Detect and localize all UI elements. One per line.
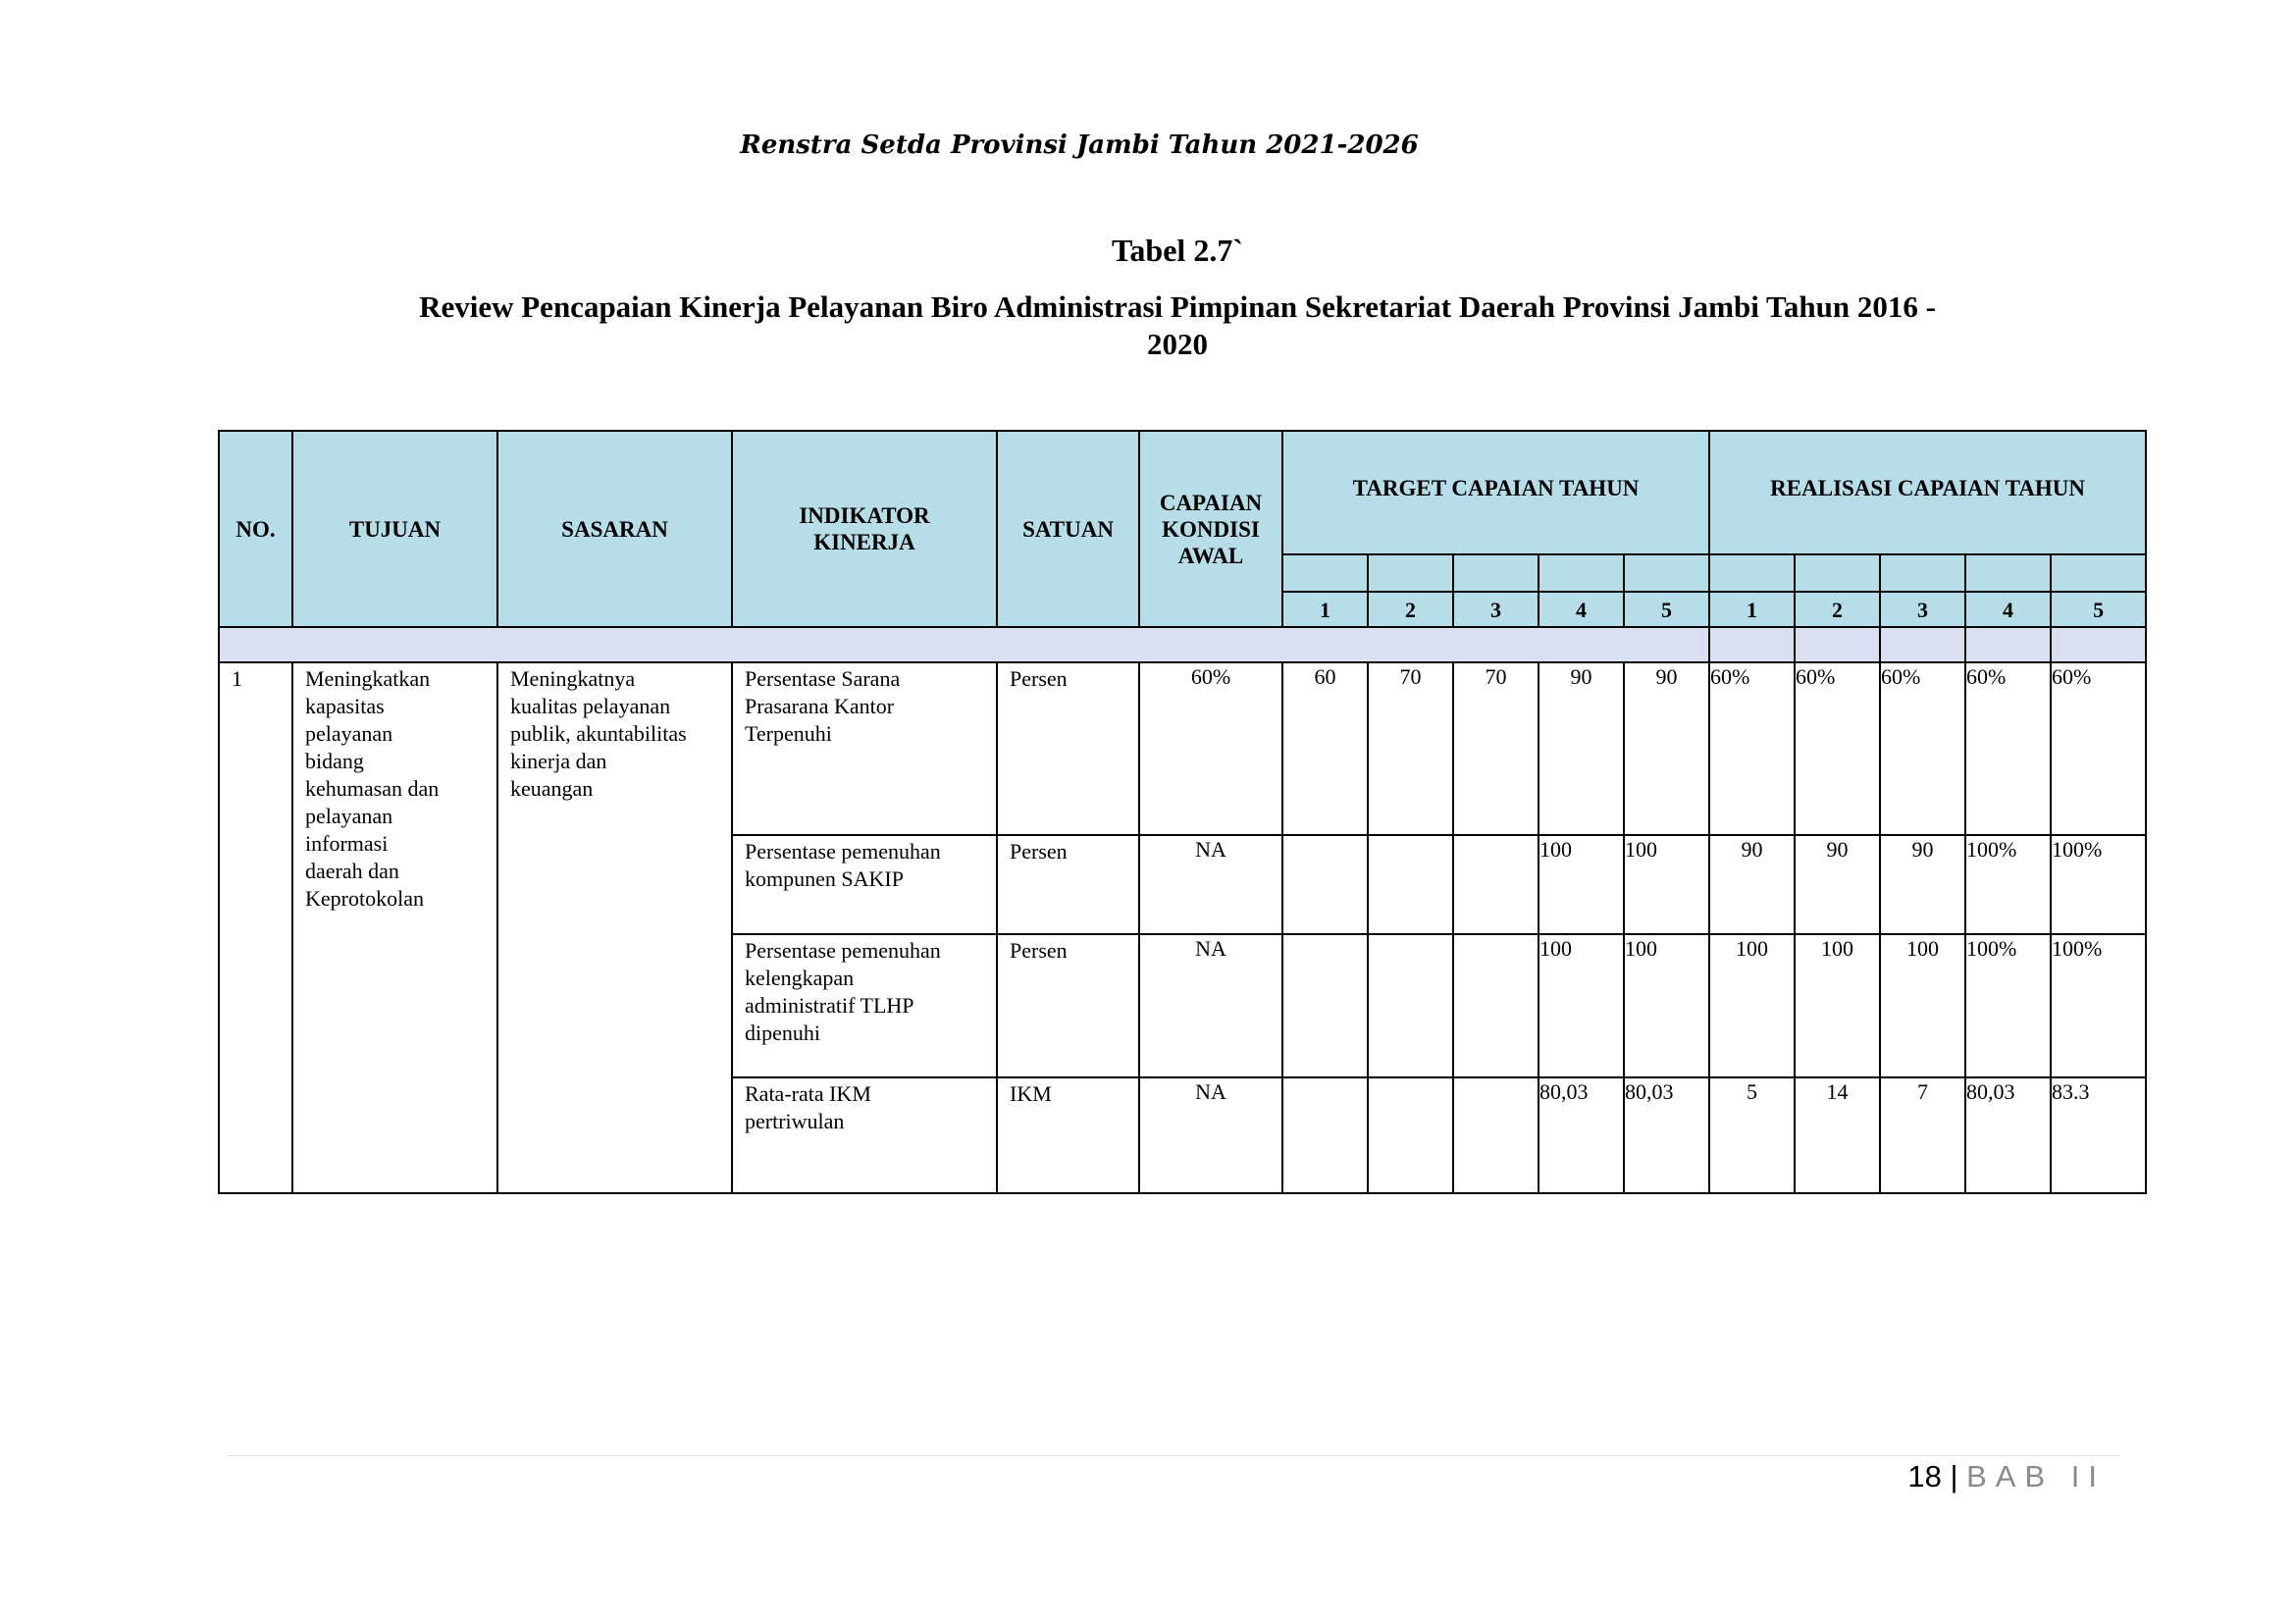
realisasi-cell: 100 — [1795, 934, 1880, 1077]
satuan-cell — [997, 662, 1139, 835]
sasaran-line: publik, akuntabilitas — [510, 721, 687, 746]
tujuan-line: Keprotokolan — [305, 886, 424, 911]
target-cell: 80,03 — [1624, 1077, 1709, 1193]
indikator-text — [733, 836, 996, 893]
indikator-line: Prasarana Kantor — [745, 694, 895, 718]
sasaran-line: Meningkatnya — [510, 666, 636, 691]
tujuan-cell — [292, 662, 497, 1193]
col-subheader-blank — [1709, 554, 1795, 592]
indikator-cell — [732, 835, 997, 934]
col-header-realisasi-group: REALISASI CAPAIAN TAHUN — [1709, 431, 2146, 554]
realisasi-year-index: 2 — [1795, 592, 1880, 627]
separator-band — [219, 627, 2146, 662]
tujuan-line: pelayanan — [305, 721, 393, 746]
col-subheader-blank — [1539, 554, 1624, 592]
satuan-cell — [997, 934, 1139, 1077]
indikator-text — [733, 663, 996, 748]
indikator-line: dipenuhi — [745, 1021, 820, 1045]
tujuan-text — [293, 663, 496, 913]
realisasi-cell: 90 — [1709, 835, 1795, 934]
realisasi-cell: 90 — [1880, 835, 1965, 934]
target-year-index: 3 — [1453, 592, 1539, 627]
band-cell — [1709, 627, 1795, 662]
col-header-indikator-line: KINERJA — [813, 530, 915, 554]
realisasi-year-index: 4 — [1965, 592, 2051, 627]
indikator-line: kelengkapan — [745, 966, 855, 990]
target-cell — [1453, 934, 1539, 1077]
sasaran-line: kinerja dan — [510, 749, 607, 773]
target-cell — [1282, 835, 1368, 934]
table-title-line: 2020 — [1147, 327, 1208, 361]
tujuan-line: daerah dan — [305, 859, 399, 883]
satuan-cell — [997, 835, 1139, 934]
indikator-cell — [732, 1077, 997, 1193]
realisasi-cell: 90 — [1795, 835, 1880, 934]
realisasi-cell: 100 — [1880, 934, 1965, 1077]
realisasi-cell: 83.3 — [2051, 1077, 2146, 1193]
realisasi-cell: 100 — [1709, 934, 1795, 1077]
realisasi-cell: 7 — [1880, 1077, 1965, 1193]
target-year-index: 1 — [1282, 592, 1368, 627]
indikator-line: kompunen SAKIP — [745, 866, 904, 891]
col-header-satuan: SATUAN — [997, 431, 1139, 627]
no-cell — [219, 662, 292, 1193]
indikator-line: Persentase Sarana — [745, 666, 901, 691]
realisasi-cell: 14 — [1795, 1077, 1880, 1193]
tujuan-line: informasi — [305, 831, 389, 856]
target-cell: 90 — [1539, 662, 1624, 835]
kondisi-awal-cell: NA — [1139, 1077, 1282, 1193]
target-cell: 100 — [1624, 835, 1709, 934]
footer-divider — [226, 1455, 2119, 1456]
satuan-value: IKM — [1010, 1081, 1052, 1106]
indikator-text — [733, 1078, 996, 1135]
target-cell: 100 — [1539, 934, 1624, 1077]
footer-separator: | — [1950, 1459, 1958, 1493]
col-header-capaian-line: AWAL — [1177, 543, 1244, 568]
realisasi-cell: 100% — [2051, 934, 2146, 1077]
section-label: BAB II — [1966, 1459, 2106, 1493]
target-cell: 80,03 — [1539, 1077, 1624, 1193]
realisasi-year-index: 1 — [1709, 592, 1795, 627]
target-cell — [1282, 1077, 1368, 1193]
col-subheader-blank — [1795, 554, 1880, 592]
tujuan-line: Meningkatkan — [305, 666, 431, 691]
realisasi-cell: 60% — [1709, 662, 1795, 835]
target-cell — [1453, 835, 1539, 934]
tujuan-line: kehumasan dan — [305, 776, 440, 801]
col-header-tujuan: TUJUAN — [292, 431, 497, 627]
page-footer — [1907, 1459, 2106, 1494]
realisasi-cell: 5 — [1709, 1077, 1795, 1193]
col-subheader-blank — [1624, 554, 1709, 592]
target-year-index: 4 — [1539, 592, 1624, 627]
target-cell: 100 — [1539, 835, 1624, 934]
target-cell: 60 — [1282, 662, 1368, 835]
target-cell — [1453, 1077, 1539, 1193]
target-cell: 70 — [1368, 662, 1453, 835]
satuan-cell — [997, 1077, 1139, 1193]
realisasi-cell: 60% — [1965, 662, 2051, 835]
realisasi-cell: 100% — [1965, 835, 2051, 934]
target-cell: 70 — [1453, 662, 1539, 835]
col-header-no: NO. — [219, 431, 292, 627]
satuan-value: Persen — [1010, 666, 1068, 691]
table-title-line: Review Pencapaian Kinerja Pelayanan Biro Administrasi Pimpinan Sekretariat Daerah Provinsi Jambi Tahun 2016 - — [419, 289, 1936, 324]
sasaran-line: kualitas pelayanan — [510, 694, 671, 718]
col-header-target-group: TARGET CAPAIAN TAHUN — [1282, 431, 1709, 554]
target-cell — [1368, 934, 1453, 1077]
sasaran-cell — [497, 662, 732, 1193]
tujuan-line: bidang — [305, 749, 364, 773]
target-year-index: 5 — [1624, 592, 1709, 627]
performance-review-table — [218, 430, 2147, 1194]
col-header-capaian-line: CAPAIAN — [1159, 490, 1263, 515]
tujuan-line: pelayanan — [305, 804, 393, 828]
col-subheader-blank — [1453, 554, 1539, 592]
col-header-capaian — [1139, 431, 1282, 627]
target-year-index: 2 — [1368, 592, 1453, 627]
col-subheader-blank — [1880, 554, 1965, 592]
indikator-line: Rata-rata IKM — [745, 1081, 871, 1106]
no-value: 1 — [232, 666, 242, 691]
indikator-text — [733, 935, 996, 1047]
band-cell — [1880, 627, 1965, 662]
kondisi-awal-cell: NA — [1139, 835, 1282, 934]
indikator-line: Persentase pemenuhan — [745, 938, 941, 963]
indikator-line: administratif TLHP — [745, 993, 914, 1018]
target-cell: 90 — [1624, 662, 1709, 835]
realisasi-cell: 100% — [1965, 934, 2051, 1077]
indikator-cell — [732, 662, 997, 835]
col-header-indikator — [732, 431, 997, 627]
table-title — [334, 288, 2021, 363]
tujuan-line: kapasitas — [305, 694, 385, 718]
target-cell: 100 — [1624, 934, 1709, 1077]
col-subheader-blank — [1368, 554, 1453, 592]
indikator-line: Persentase pemenuhan — [745, 839, 941, 864]
satuan-value: Persen — [1010, 839, 1068, 864]
kondisi-awal-cell: NA — [1139, 934, 1282, 1077]
satuan-value: Persen — [1010, 938, 1068, 963]
col-header-indikator-line: INDIKATOR — [799, 503, 930, 528]
table-number: Tabel 2.7` — [1112, 233, 1243, 268]
sasaran-text — [498, 663, 731, 803]
realisasi-cell: 100% — [2051, 835, 2146, 934]
indikator-line: Terpenuhi — [745, 721, 832, 746]
col-subheader-blank — [1965, 554, 2051, 592]
realisasi-cell: 60% — [2051, 662, 2146, 835]
realisasi-year-index: 3 — [1880, 592, 1965, 627]
band-cell — [2051, 627, 2146, 662]
band-cell — [1965, 627, 2051, 662]
running-header: Renstra Setda Provinsi Jambi Tahun 2021-2026 — [740, 131, 1419, 160]
col-header-sasaran: SASARAN — [497, 431, 732, 627]
realisasi-year-index: 5 — [2051, 592, 2146, 627]
kondisi-awal-cell: 60% — [1139, 662, 1282, 835]
realisasi-cell: 80,03 — [1965, 1077, 2051, 1193]
table-row — [219, 662, 2146, 835]
target-cell — [1282, 934, 1368, 1077]
band-cell — [1795, 627, 1880, 662]
band-cell — [219, 627, 1709, 662]
col-subheader-blank — [2051, 554, 2146, 592]
col-header-capaian-line: KONDISI — [1162, 516, 1260, 542]
target-cell — [1368, 1077, 1453, 1193]
realisasi-cell: 60% — [1795, 662, 1880, 835]
indikator-cell — [732, 934, 997, 1077]
indikator-line: pertriwulan — [745, 1109, 845, 1133]
page-number: 18 — [1907, 1459, 1942, 1493]
col-subheader-blank — [1282, 554, 1368, 592]
realisasi-cell: 60% — [1880, 662, 1965, 835]
target-cell — [1368, 835, 1453, 934]
sasaran-line: keuangan — [510, 776, 594, 801]
